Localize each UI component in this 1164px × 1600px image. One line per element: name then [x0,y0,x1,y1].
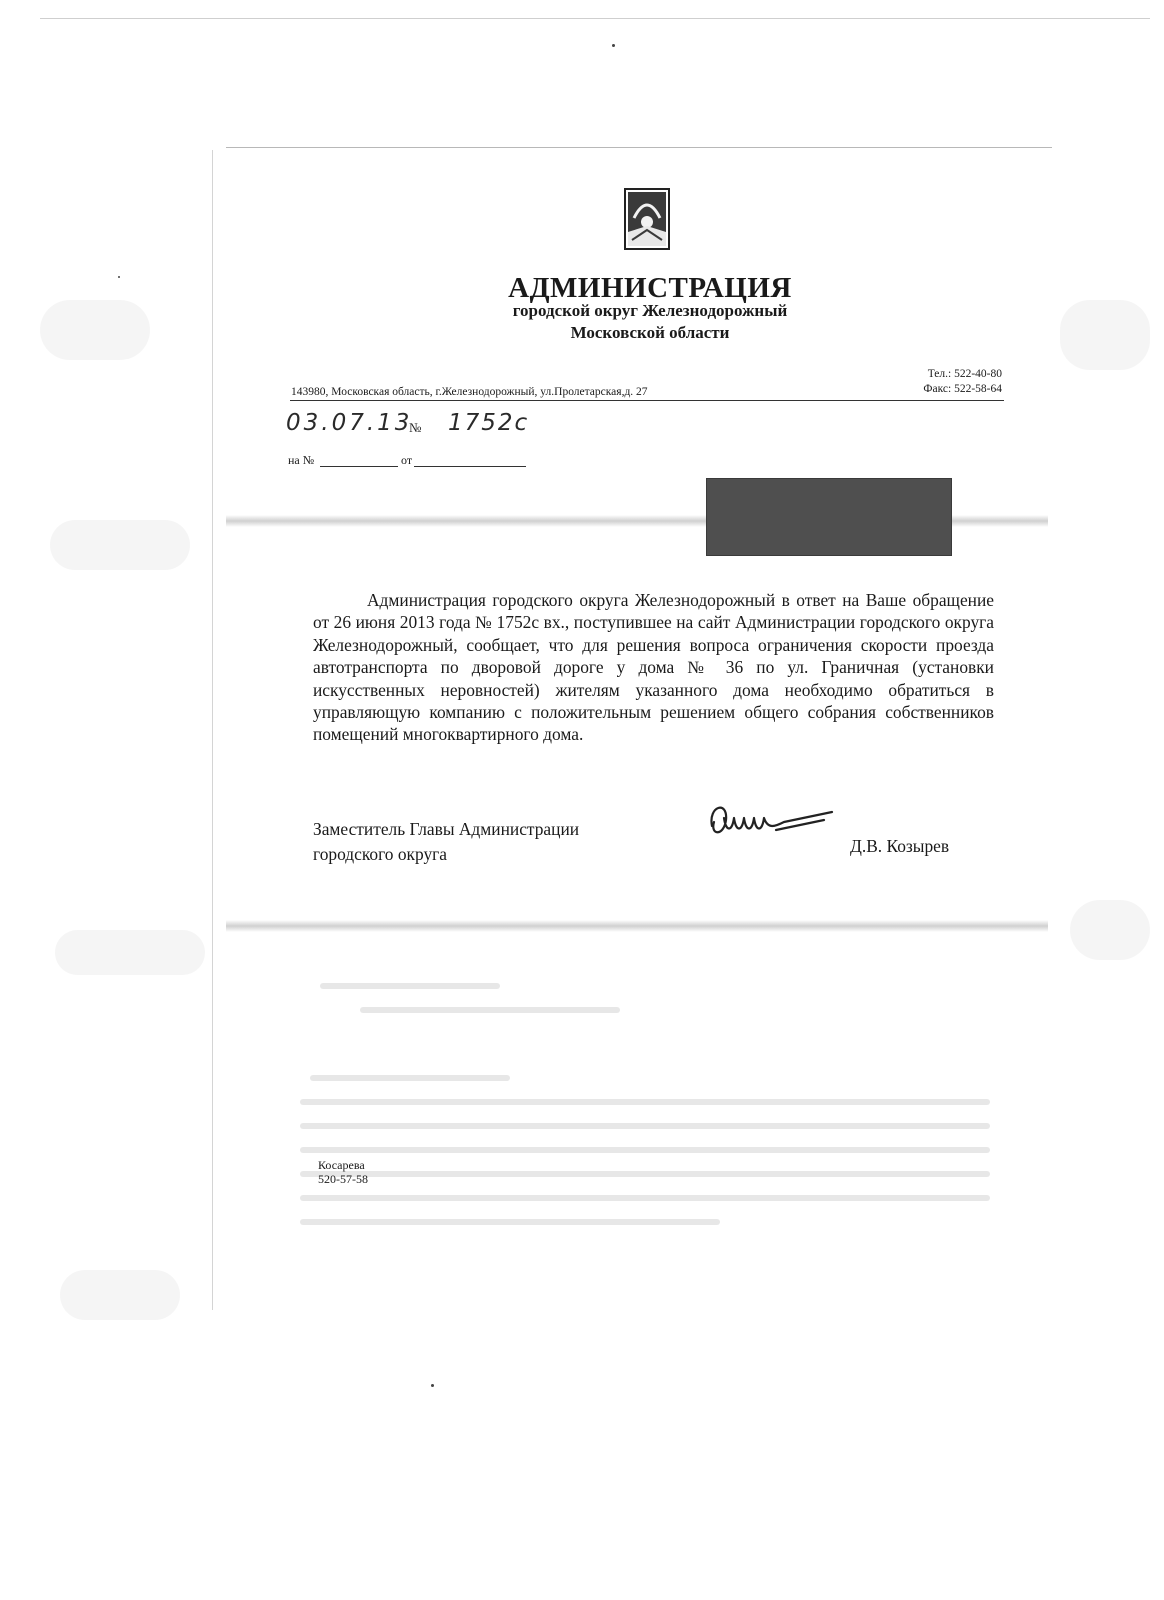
scan-shadow [50,520,190,570]
fax-number: Факс: 522-58-64 [923,383,1002,395]
redacted-addressee [706,478,952,556]
reply-to-label: на № [288,453,315,467]
scan-shadow [60,1270,180,1320]
signatory-position-line-1: Заместитель Главы Администрации [313,819,580,839]
organization-region: Московской области [570,323,730,342]
handwritten-date: 03.07.13 [286,410,413,436]
scan-shadow [40,300,150,360]
organization-title: АДМИНИСТРАЦИЯ [508,272,792,304]
postal-address: 143980, Московская область, г.Железнодорожный, ул.Пролетарская,д. 27 [291,386,648,398]
scan-speck [612,44,615,47]
reply-from-blank [414,466,526,467]
executor-name: Косарева [318,1158,365,1172]
bleed-through-text [300,965,1040,1265]
number-sign: № [409,420,422,435]
signatory-name: Д.В. Козырев [850,836,950,856]
sheet-top-edge [226,147,1052,148]
scan-shadow [1070,900,1150,960]
scan-speck [118,276,120,278]
organization-subtitle: городской округ Железнодорожный [512,301,788,320]
signatory-position-line-2: городского округа [313,844,448,864]
sheet-left-edge [212,150,213,1310]
letter-body: Администрация городского округа Железнодорожный в ответ на Ваше обращение от 26 июня 2013 года № 1752с вх., поступившее на сайт Администрации городского округа Железнодорожный, сообщает, что для решения вопроса ограничения скорости проезда автотранспорта по дворовой дороге у дома № 36 по ул. Граничная (установки искусственных неровностей) жителям указанного дома необходимо обратиться в управляющую компанию с положительным решением общего собрания собственников помещений многоквартирного дома. [313,590,994,745]
scan-edge [40,18,1150,19]
handwritten-signature [706,796,836,844]
coat-of-arms-icon [624,188,670,250]
reply-to-blank [320,466,398,467]
handwritten-outgoing-number: 1752с [448,410,530,436]
signatory-position [313,817,579,867]
executor-block [318,1158,368,1186]
scan-shadow [1060,300,1150,370]
address-rule [290,400,1004,401]
executor-phone: 520-57-58 [318,1172,368,1186]
scan-speck [431,1384,434,1387]
phone-number: Тел.: 522-40-80 [927,368,1002,380]
fold-line [226,920,1048,932]
reply-from-label: от [401,453,413,467]
scan-shadow [55,930,205,975]
